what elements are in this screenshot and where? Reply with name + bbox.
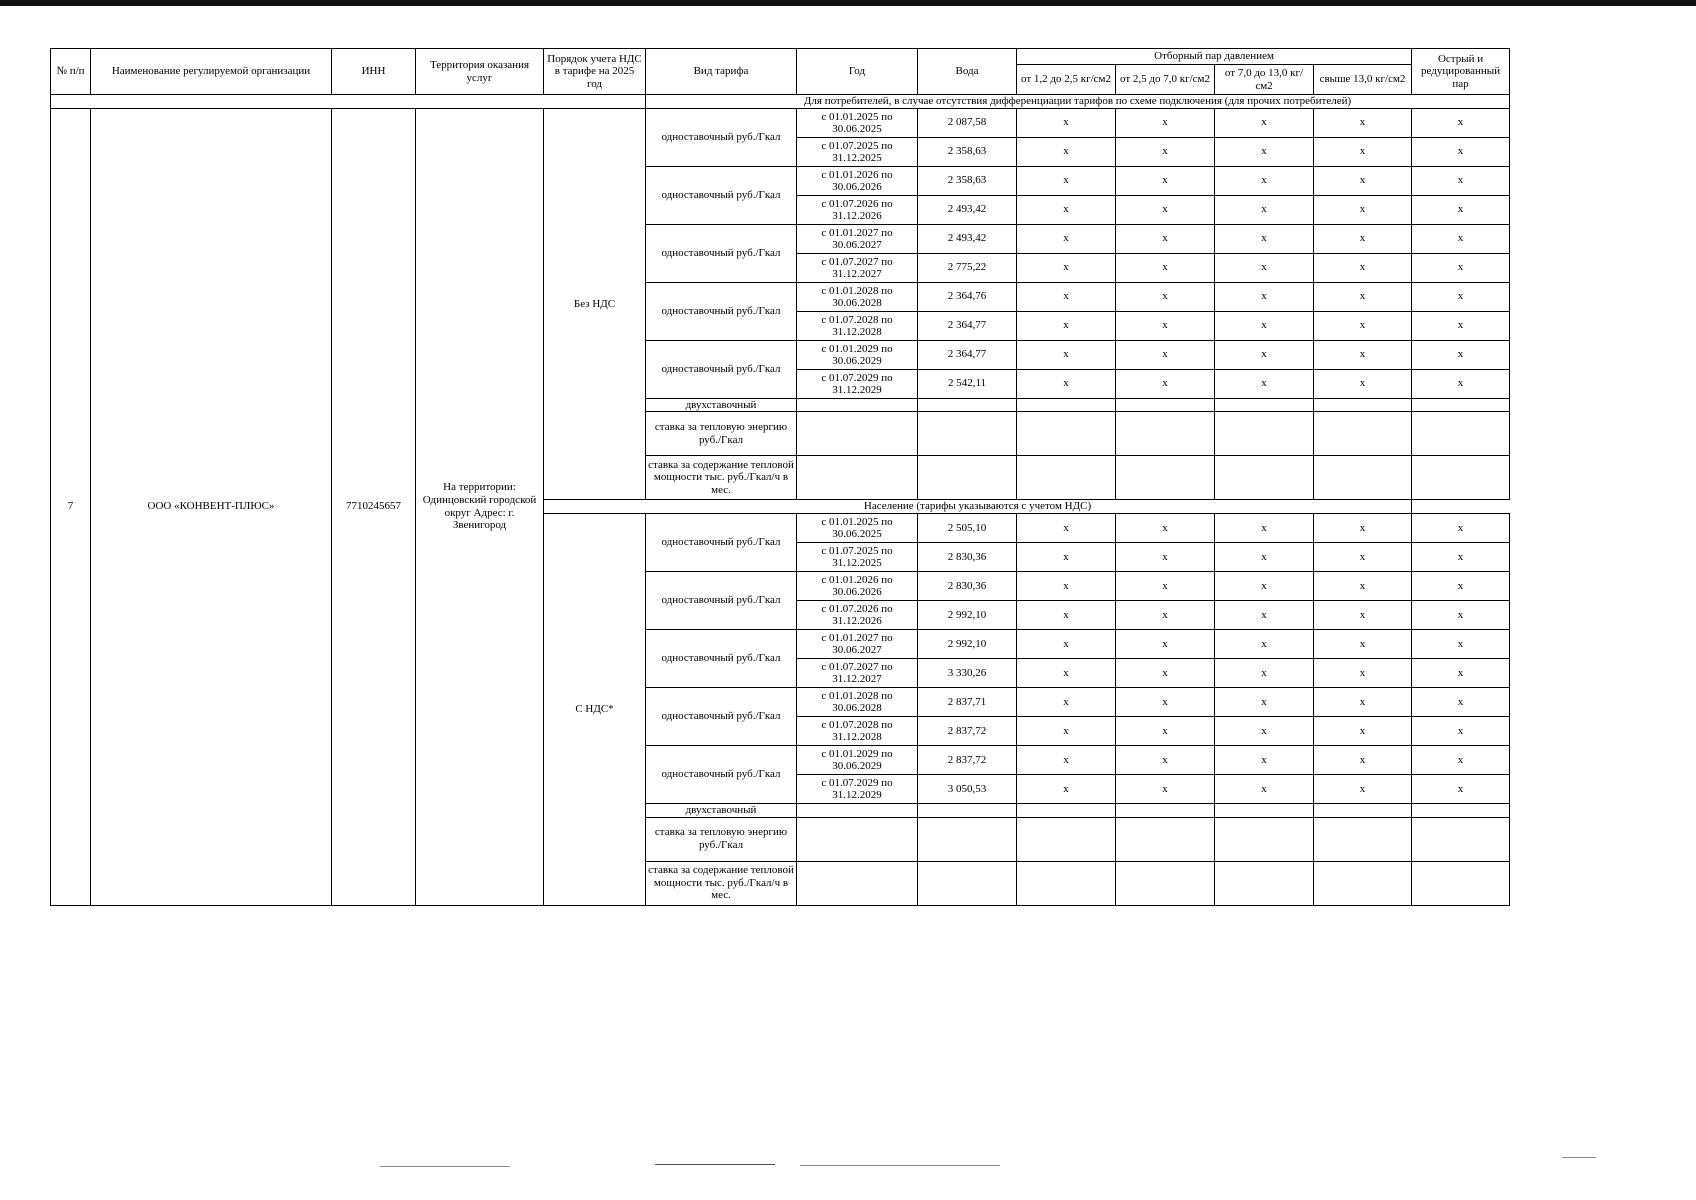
empty-cell — [1412, 456, 1510, 500]
not-applicable-mark: x — [1215, 137, 1314, 166]
header-inn: ИНН — [332, 49, 416, 95]
empty-cell — [1017, 398, 1116, 412]
energy-rate-label-cell: ставка за тепловую энергию руб./Гкал — [646, 817, 797, 861]
not-applicable-mark: x — [1314, 166, 1412, 195]
tariff-type-cell: одноставочный руб./Гкал — [646, 513, 797, 571]
not-applicable-mark: x — [1314, 311, 1412, 340]
empty-cell — [1116, 861, 1215, 905]
header-tariff-type: Вид тарифа — [646, 49, 797, 95]
not-applicable-mark: x — [1314, 687, 1412, 716]
header-org-name: Наименование регулируемой организации — [91, 49, 332, 95]
period-cell: с 01.01.2029 по 30.06.2029 — [797, 745, 918, 774]
header-steam-group: Отборный пар давлением — [1017, 49, 1412, 65]
energy-rate-label-cell: ставка за тепловую энергию руб./Гкал — [646, 412, 797, 456]
empty-cell — [1314, 817, 1412, 861]
not-applicable-mark: x — [1215, 774, 1314, 803]
not-applicable-mark: x — [1215, 513, 1314, 542]
water-value-cell: 2 837,72 — [918, 745, 1017, 774]
empty-cell — [1314, 803, 1412, 817]
not-applicable-mark: x — [1314, 542, 1412, 571]
water-value-cell: 2 493,42 — [918, 224, 1017, 253]
not-applicable-mark: x — [1017, 195, 1116, 224]
not-applicable-mark: x — [1314, 571, 1412, 600]
water-value-cell: 2 837,72 — [918, 716, 1017, 745]
not-applicable-mark: x — [1116, 571, 1215, 600]
not-applicable-mark: x — [1412, 542, 1510, 571]
not-applicable-mark: x — [1412, 224, 1510, 253]
empty-cell — [797, 412, 918, 456]
not-applicable-mark: x — [1116, 166, 1215, 195]
not-applicable-mark: x — [1412, 629, 1510, 658]
empty-cell — [1314, 456, 1412, 500]
not-applicable-mark: x — [1215, 166, 1314, 195]
water-value-cell: 2 775,22 — [918, 253, 1017, 282]
not-applicable-mark: x — [1314, 658, 1412, 687]
not-applicable-mark: x — [1116, 224, 1215, 253]
not-applicable-mark: x — [1017, 340, 1116, 369]
not-applicable-mark: x — [1412, 137, 1510, 166]
not-applicable-mark: x — [1215, 108, 1314, 137]
not-applicable-mark: x — [1412, 369, 1510, 398]
not-applicable-mark: x — [1215, 195, 1314, 224]
section-heading-blank — [51, 95, 646, 109]
not-applicable-mark: x — [1017, 571, 1116, 600]
water-value-cell: 2 364,77 — [918, 311, 1017, 340]
not-applicable-mark: x — [1017, 774, 1116, 803]
not-applicable-mark: x — [1215, 658, 1314, 687]
empty-cell — [1017, 817, 1116, 861]
empty-cell — [797, 861, 918, 905]
water-value-cell: 2 358,63 — [918, 166, 1017, 195]
period-cell: с 01.07.2027 по 31.12.2027 — [797, 658, 918, 687]
not-applicable-mark: x — [1412, 108, 1510, 137]
empty-cell — [1116, 817, 1215, 861]
header-water: Вода — [918, 49, 1017, 95]
org-name-cell: ООО «КОНВЕНТ-ПЛЮС» — [91, 108, 332, 905]
empty-cell — [797, 817, 918, 861]
period-cell: с 01.01.2027 по 30.06.2027 — [797, 224, 918, 253]
section-heading: Население (тарифы указываются с учетом НДС) — [544, 500, 1412, 514]
not-applicable-mark: x — [1412, 166, 1510, 195]
period-cell: с 01.07.2026 по 31.12.2026 — [797, 195, 918, 224]
empty-cell — [1116, 412, 1215, 456]
not-applicable-mark: x — [1017, 311, 1116, 340]
tariff-type-cell: одноставочный руб./Гкал — [646, 224, 797, 282]
not-applicable-mark: x — [1314, 253, 1412, 282]
period-cell: с 01.01.2025 по 30.06.2025 — [797, 108, 918, 137]
not-applicable-mark: x — [1314, 282, 1412, 311]
water-value-cell: 2 992,10 — [918, 600, 1017, 629]
empty-cell — [1017, 861, 1116, 905]
capacity-rate-label-cell: ставка за содержание тепловой мощности тыс. руб./Гкал/ч в мес. — [646, 861, 797, 905]
not-applicable-mark: x — [1017, 745, 1116, 774]
not-applicable-mark: x — [1215, 629, 1314, 658]
header-pressure-2: от 2,5 до 7,0 кг/см2 — [1116, 65, 1215, 95]
not-applicable-mark: x — [1412, 340, 1510, 369]
not-applicable-mark: x — [1017, 716, 1116, 745]
not-applicable-mark: x — [1017, 687, 1116, 716]
not-applicable-mark: x — [1116, 600, 1215, 629]
period-cell: с 01.07.2025 по 31.12.2025 — [797, 137, 918, 166]
not-applicable-mark: x — [1116, 108, 1215, 137]
tariff-type-cell: одноставочный руб./Гкал — [646, 108, 797, 166]
water-value-cell: 2 505,10 — [918, 513, 1017, 542]
vat-order-cell: С НДС* — [544, 513, 646, 905]
empty-cell — [797, 803, 918, 817]
empty-cell — [1017, 456, 1116, 500]
empty-cell — [1412, 817, 1510, 861]
tariff-type-cell: одноставочный руб./Гкал — [646, 629, 797, 687]
empty-cell — [1412, 861, 1510, 905]
period-cell: с 01.01.2029 по 30.06.2029 — [797, 340, 918, 369]
not-applicable-mark: x — [1116, 195, 1215, 224]
not-applicable-mark: x — [1215, 687, 1314, 716]
empty-cell — [1116, 398, 1215, 412]
empty-cell — [1116, 456, 1215, 500]
water-value-cell: 2 493,42 — [918, 195, 1017, 224]
empty-cell — [1215, 817, 1314, 861]
not-applicable-mark: x — [1412, 282, 1510, 311]
not-applicable-mark: x — [1116, 253, 1215, 282]
header-number: № п/п — [51, 49, 91, 95]
not-applicable-mark: x — [1116, 282, 1215, 311]
not-applicable-mark: x — [1215, 600, 1314, 629]
not-applicable-mark: x — [1314, 745, 1412, 774]
empty-cell — [1412, 398, 1510, 412]
not-applicable-mark: x — [1412, 658, 1510, 687]
tariff-type-cell: одноставочный руб./Гкал — [646, 571, 797, 629]
not-applicable-mark: x — [1215, 369, 1314, 398]
water-value-cell: 2 830,36 — [918, 571, 1017, 600]
period-cell: с 01.07.2028 по 31.12.2028 — [797, 311, 918, 340]
not-applicable-mark: x — [1215, 224, 1314, 253]
not-applicable-mark: x — [1017, 658, 1116, 687]
empty-cell — [1215, 456, 1314, 500]
not-applicable-mark: x — [1116, 716, 1215, 745]
period-cell: с 01.07.2026 по 31.12.2026 — [797, 600, 918, 629]
empty-cell — [918, 456, 1017, 500]
scan-noise — [800, 1165, 1000, 1166]
tariff-type-cell: одноставочный руб./Гкал — [646, 745, 797, 803]
header-vat-order: Порядок учета НДС в тарифе на 2025 год — [544, 49, 646, 95]
header-pressure-3: от 7,0 до 13,0 кг/см2 — [1215, 65, 1314, 95]
empty-cell — [918, 861, 1017, 905]
two-rate-label-cell: двухставочный — [646, 803, 797, 817]
not-applicable-mark: x — [1116, 658, 1215, 687]
period-cell: с 01.07.2025 по 31.12.2025 — [797, 542, 918, 571]
not-applicable-mark: x — [1116, 542, 1215, 571]
org-number-cell: 7 — [51, 108, 91, 905]
tariff-type-cell: одноставочный руб./Гкал — [646, 687, 797, 745]
not-applicable-mark: x — [1412, 600, 1510, 629]
not-applicable-mark: x — [1215, 253, 1314, 282]
not-applicable-mark: x — [1314, 513, 1412, 542]
empty-cell — [1314, 412, 1412, 456]
not-applicable-mark: x — [1314, 369, 1412, 398]
not-applicable-mark: x — [1215, 282, 1314, 311]
scan-noise — [1562, 1157, 1596, 1158]
period-cell: с 01.01.2026 по 30.06.2026 — [797, 571, 918, 600]
tariff-type-cell: одноставочный руб./Гкал — [646, 166, 797, 224]
header-sharp-steam: Острый и редуцированный пар — [1412, 49, 1510, 95]
not-applicable-mark: x — [1116, 745, 1215, 774]
not-applicable-mark: x — [1017, 542, 1116, 571]
not-applicable-mark: x — [1412, 716, 1510, 745]
not-applicable-mark: x — [1215, 311, 1314, 340]
not-applicable-mark: x — [1017, 282, 1116, 311]
empty-cell — [918, 398, 1017, 412]
not-applicable-mark: x — [1412, 687, 1510, 716]
not-applicable-mark: x — [1314, 629, 1412, 658]
not-applicable-mark: x — [1116, 137, 1215, 166]
org-territory-cell: На территории: Одинцовский городской округ Адрес: г. Звенигород — [416, 108, 544, 905]
empty-cell — [918, 803, 1017, 817]
not-applicable-mark: x — [1314, 716, 1412, 745]
period-cell: с 01.01.2027 по 30.06.2027 — [797, 629, 918, 658]
capacity-rate-label-cell: ставка за содержание тепловой мощности тыс. руб./Гкал/ч в мес. — [646, 456, 797, 500]
not-applicable-mark: x — [1017, 166, 1116, 195]
water-value-cell: 2 992,10 — [918, 629, 1017, 658]
not-applicable-mark: x — [1116, 687, 1215, 716]
empty-cell — [797, 456, 918, 500]
not-applicable-mark: x — [1412, 195, 1510, 224]
empty-cell — [1215, 398, 1314, 412]
period-cell: с 01.07.2029 по 31.12.2029 — [797, 774, 918, 803]
not-applicable-mark: x — [1116, 340, 1215, 369]
not-applicable-mark: x — [1412, 253, 1510, 282]
water-value-cell: 2 364,77 — [918, 340, 1017, 369]
header-year: Год — [797, 49, 918, 95]
header-territory: Территория оказания услуг — [416, 49, 544, 95]
empty-cell — [1116, 803, 1215, 817]
empty-cell — [1215, 861, 1314, 905]
not-applicable-mark: x — [1215, 571, 1314, 600]
water-value-cell: 2 837,71 — [918, 687, 1017, 716]
period-cell: с 01.07.2029 по 31.12.2029 — [797, 369, 918, 398]
empty-cell — [1215, 803, 1314, 817]
not-applicable-mark: x — [1314, 774, 1412, 803]
not-applicable-mark: x — [1215, 745, 1314, 774]
empty-cell — [1017, 803, 1116, 817]
not-applicable-mark: x — [1116, 311, 1215, 340]
scan-top-border — [0, 0, 1696, 6]
not-applicable-mark: x — [1017, 137, 1116, 166]
not-applicable-mark: x — [1017, 369, 1116, 398]
not-applicable-mark: x — [1314, 600, 1412, 629]
tariff-table — [50, 48, 1510, 906]
table-row — [51, 108, 1510, 137]
period-cell: с 01.01.2028 по 30.06.2028 — [797, 687, 918, 716]
org-inn-cell: 7710245657 — [332, 108, 416, 905]
water-value-cell: 3 330,26 — [918, 658, 1017, 687]
not-applicable-mark: x — [1017, 513, 1116, 542]
not-applicable-mark: x — [1215, 716, 1314, 745]
vat-order-cell: Без НДС — [544, 108, 646, 500]
not-applicable-mark: x — [1116, 369, 1215, 398]
not-applicable-mark: x — [1017, 600, 1116, 629]
empty-cell — [1314, 398, 1412, 412]
empty-cell — [1314, 861, 1412, 905]
not-applicable-mark: x — [1314, 108, 1412, 137]
period-cell: с 01.07.2028 по 31.12.2028 — [797, 716, 918, 745]
water-value-cell: 2 830,36 — [918, 542, 1017, 571]
scan-noise — [380, 1166, 510, 1167]
not-applicable-mark: x — [1017, 629, 1116, 658]
not-applicable-mark: x — [1116, 774, 1215, 803]
not-applicable-mark: x — [1412, 745, 1510, 774]
period-cell: с 01.07.2027 по 31.12.2027 — [797, 253, 918, 282]
header-pressure-1: от 1,2 до 2,5 кг/см2 — [1017, 65, 1116, 95]
tariff-type-cell: одноставочный руб./Гкал — [646, 340, 797, 398]
not-applicable-mark: x — [1314, 195, 1412, 224]
not-applicable-mark: x — [1017, 224, 1116, 253]
empty-cell — [918, 817, 1017, 861]
not-applicable-mark: x — [1017, 108, 1116, 137]
period-cell: с 01.01.2028 по 30.06.2028 — [797, 282, 918, 311]
period-cell: с 01.01.2025 по 30.06.2025 — [797, 513, 918, 542]
water-value-cell: 2 087,58 — [918, 108, 1017, 137]
scan-noise — [655, 1164, 775, 1165]
not-applicable-mark: x — [1412, 774, 1510, 803]
water-value-cell: 2 364,76 — [918, 282, 1017, 311]
not-applicable-mark: x — [1314, 340, 1412, 369]
empty-cell — [1412, 803, 1510, 817]
period-cell: с 01.01.2026 по 30.06.2026 — [797, 166, 918, 195]
header-pressure-4: свыше 13,0 кг/см2 — [1314, 65, 1412, 95]
not-applicable-mark: x — [1215, 542, 1314, 571]
water-value-cell: 2 358,63 — [918, 137, 1017, 166]
not-applicable-mark: x — [1215, 340, 1314, 369]
two-rate-label-cell: двухставочный — [646, 398, 797, 412]
not-applicable-mark: x — [1314, 224, 1412, 253]
empty-cell — [918, 412, 1017, 456]
not-applicable-mark: x — [1412, 513, 1510, 542]
empty-cell — [797, 398, 918, 412]
table-body — [51, 95, 1510, 906]
water-value-cell: 3 050,53 — [918, 774, 1017, 803]
not-applicable-mark: x — [1017, 253, 1116, 282]
empty-cell — [1215, 412, 1314, 456]
not-applicable-mark: x — [1314, 137, 1412, 166]
tariff-type-cell: одноставочный руб./Гкал — [646, 282, 797, 340]
section-heading: Для потребителей, в случае отсутствия дифференциации тарифов по схеме подключения (для прочих потребителей) — [646, 95, 1510, 109]
not-applicable-mark: x — [1116, 513, 1215, 542]
not-applicable-mark: x — [1412, 571, 1510, 600]
water-value-cell: 2 542,11 — [918, 369, 1017, 398]
not-applicable-mark: x — [1116, 629, 1215, 658]
empty-cell — [1017, 412, 1116, 456]
not-applicable-mark: x — [1412, 311, 1510, 340]
empty-cell — [1412, 412, 1510, 456]
